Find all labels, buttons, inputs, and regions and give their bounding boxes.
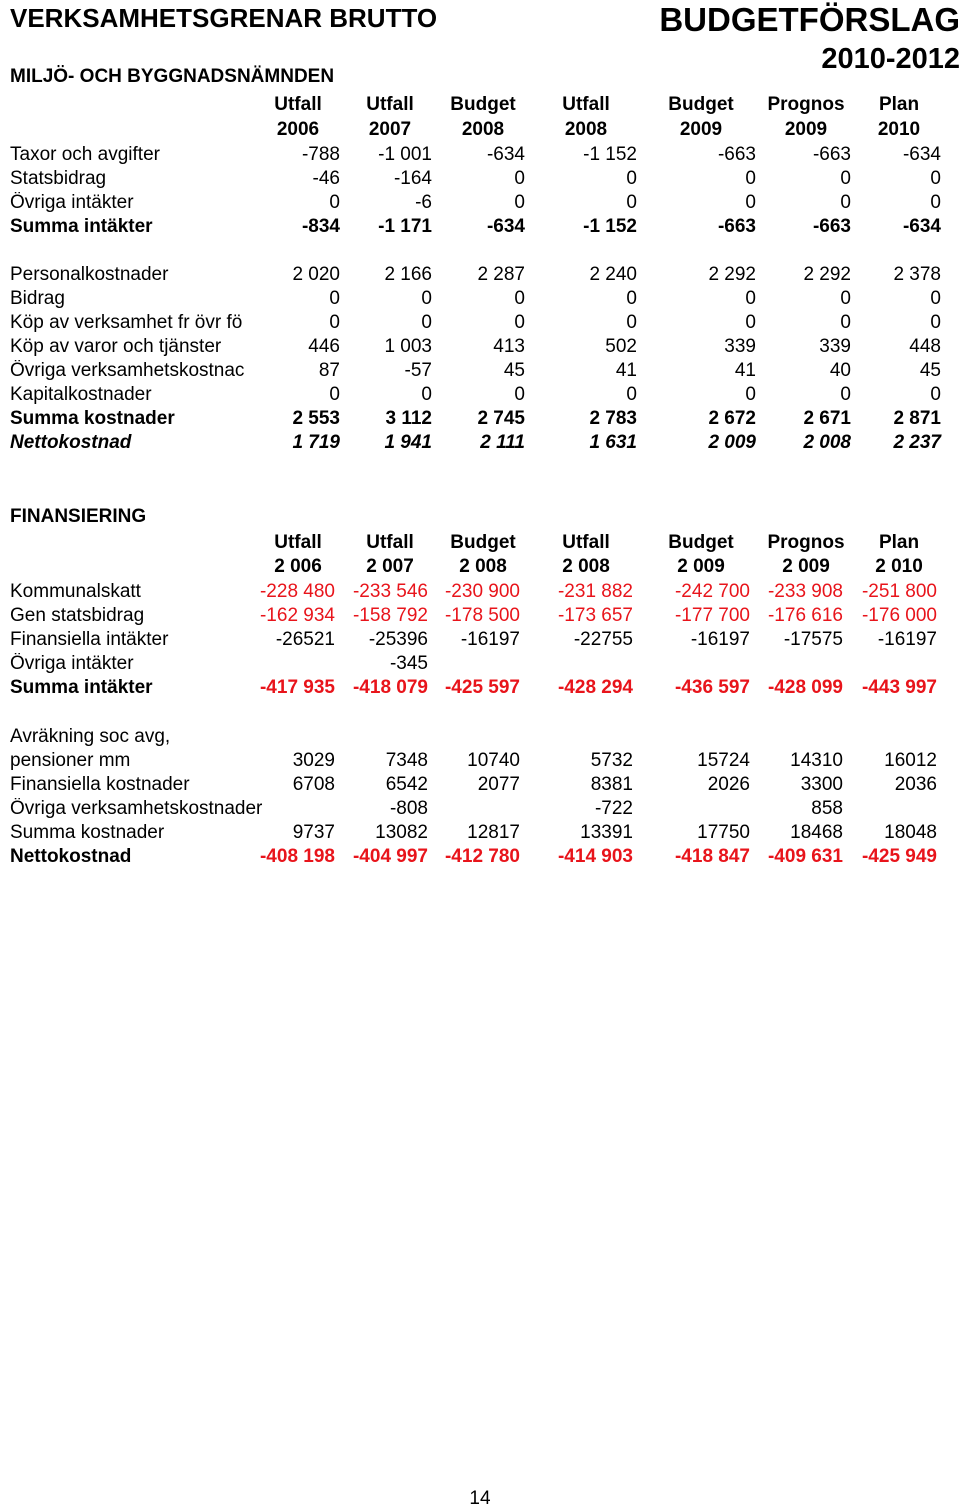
table-cell: -173 657 [557, 605, 633, 626]
table-cell: 0 [930, 192, 941, 213]
table-row [0, 334, 960, 358]
table-row [0, 651, 960, 675]
table-cell: -409 631 [767, 846, 843, 867]
row-label: Övriga verksamhetskostnader [10, 798, 263, 819]
table-cell: -722 [594, 798, 633, 819]
table-cell: 2 166 [384, 264, 432, 285]
column-header-years [0, 117, 960, 141]
table-row [0, 166, 960, 190]
table-cell: 8381 [590, 774, 633, 795]
table-cell: 13082 [375, 822, 428, 843]
row-label: Summa intäkter [10, 677, 153, 698]
table-cell: 413 [493, 336, 525, 357]
column-header-year: 2 008 [562, 556, 610, 577]
table-cell: 446 [308, 336, 340, 357]
row-label: Övriga intäkter [10, 192, 134, 213]
table-cell: 0 [514, 288, 525, 309]
table-row [0, 190, 960, 214]
table-cell: 2 745 [477, 408, 525, 429]
table-cell: -25396 [368, 629, 428, 650]
table-cell: -1 171 [378, 216, 432, 237]
table-cell: -1 152 [583, 216, 637, 237]
table-cell: -1 152 [583, 144, 637, 165]
table-cell: -162 934 [259, 605, 335, 626]
table-cell: 45 [503, 360, 525, 381]
table-cell: 18048 [884, 822, 937, 843]
table-row [0, 796, 960, 820]
table-cell: -178 500 [444, 605, 520, 626]
table-cell: 858 [811, 798, 843, 819]
table-cell: 0 [745, 384, 756, 405]
row-label: Finansiella kostnader [10, 774, 190, 795]
column-header-labels [0, 530, 960, 554]
table-cell: -436 597 [674, 677, 750, 698]
table-cell: 6708 [292, 774, 335, 795]
table-cell: -158 792 [352, 605, 428, 626]
table-cell: -663 [812, 144, 851, 165]
table-cell: 339 [724, 336, 756, 357]
table-cell: -26521 [275, 629, 335, 650]
row-label: Summa kostnader [10, 822, 165, 843]
column-header-label: Budget [668, 532, 734, 553]
table-cell: 339 [819, 336, 851, 357]
table-cell: 0 [329, 312, 340, 333]
table-cell: 1 719 [292, 432, 340, 453]
table-cell: -345 [389, 653, 428, 674]
table-cell: -251 800 [861, 581, 937, 602]
table-cell: 2 009 [708, 432, 756, 453]
table-row [0, 214, 960, 238]
table-cell: -233 546 [352, 581, 428, 602]
table-row [0, 579, 960, 603]
table-cell: 2 287 [477, 264, 525, 285]
table-cell: -233 908 [767, 581, 843, 602]
table-cell: 0 [329, 192, 340, 213]
column-header-label: Budget [668, 94, 734, 115]
table-cell: -663 [717, 144, 756, 165]
table-cell: -17575 [783, 629, 843, 650]
table-cell: -228 480 [259, 581, 335, 602]
row-label: Köp av varor och tjänster [10, 336, 222, 357]
column-header-labels [0, 92, 960, 116]
table-cell: -663 [717, 216, 756, 237]
table-cell: 6542 [385, 774, 428, 795]
row-label: Bidrag [10, 288, 65, 309]
table-cell: 10740 [467, 750, 520, 771]
row-label: Personalkostnader [10, 264, 169, 285]
table-cell: 0 [329, 288, 340, 309]
column-header-label: Prognos [767, 94, 845, 115]
table-row [0, 603, 960, 627]
table-row [0, 748, 960, 772]
table-cell: -417 935 [259, 677, 335, 698]
table-cell: 0 [421, 312, 432, 333]
table-cell: 0 [514, 312, 525, 333]
column-header-year: 2008 [564, 119, 608, 140]
table-cell: 2 111 [480, 432, 525, 453]
column-header-year: 2008 [461, 119, 505, 140]
table-cell: 13391 [580, 822, 633, 843]
table-cell: 0 [329, 384, 340, 405]
table-cell: 3029 [292, 750, 335, 771]
table-cell: 9737 [292, 822, 335, 843]
table-cell: -22755 [573, 629, 633, 650]
table-cell: -164 [393, 168, 432, 189]
table-row [0, 430, 960, 454]
column-header-year: 2 006 [274, 556, 322, 577]
table-cell: 2 020 [292, 264, 340, 285]
column-header-label: Utfall [366, 532, 414, 553]
table-cell: -16197 [460, 629, 520, 650]
table-cell: 17750 [697, 822, 750, 843]
table-cell: -16197 [877, 629, 937, 650]
table-cell: -418 847 [674, 846, 750, 867]
table-cell: -663 [812, 216, 851, 237]
table-cell: -408 198 [259, 846, 335, 867]
row-label: pensioner mm [10, 750, 131, 771]
table-cell: 0 [626, 192, 637, 213]
table-cell: 2077 [477, 774, 520, 795]
table-cell: 0 [421, 288, 432, 309]
table-cell: 2026 [707, 774, 750, 795]
table-cell: -412 780 [444, 846, 520, 867]
row-label: Summa intäkter [10, 216, 153, 237]
row-label: Summa kostnader [10, 408, 175, 429]
table-cell: -425 949 [861, 846, 937, 867]
table-row [0, 406, 960, 430]
table-cell: -425 597 [444, 677, 520, 698]
table-cell: 0 [840, 192, 851, 213]
table-cell: 16012 [884, 750, 937, 771]
table-cell: 0 [840, 384, 851, 405]
table-cell: -834 [301, 216, 340, 237]
table-cell: 0 [745, 192, 756, 213]
table-cell: -57 [404, 360, 432, 381]
table-cell: 502 [605, 336, 637, 357]
table-cell: -176 616 [767, 605, 843, 626]
table-cell: 1 941 [384, 432, 432, 453]
row-label: Taxor och avgifter [10, 144, 160, 165]
table-cell: 41 [734, 360, 756, 381]
budget-period: 2010-2012 [821, 43, 960, 75]
table-cell: 12817 [467, 822, 520, 843]
column-header-year: 2 010 [875, 556, 923, 577]
table-cell: 87 [318, 360, 340, 381]
row-label: Nettokostnad [10, 432, 132, 453]
column-header-years [0, 554, 960, 578]
table-cell: 1 003 [384, 336, 432, 357]
department-name: MILJÖ- OCH BYGGNADSNÄMNDEN [10, 66, 335, 87]
table-cell: -414 903 [557, 846, 633, 867]
table-cell: 0 [930, 312, 941, 333]
table-cell: -16197 [690, 629, 750, 650]
table-row [0, 627, 960, 651]
table-row [0, 358, 960, 382]
table-cell: 0 [626, 168, 637, 189]
column-header-year: 2 009 [782, 556, 830, 577]
column-header-year: 2 009 [677, 556, 725, 577]
table-cell: 0 [930, 288, 941, 309]
table-row [0, 772, 960, 796]
table-cell: 2 292 [708, 264, 756, 285]
row-label: Nettokostnad [10, 846, 132, 867]
column-header-label: Utfall [562, 532, 610, 553]
row-label: Finansiella intäkter [10, 629, 169, 650]
table-cell: -231 882 [557, 581, 633, 602]
row-label: Köp av verksamhet fr övr fö [10, 312, 243, 333]
table-cell: -788 [301, 144, 340, 165]
row-label: Gen statsbidrag [10, 605, 145, 626]
table-row [0, 844, 960, 868]
table-cell: 0 [514, 168, 525, 189]
table-cell: 2 378 [893, 264, 941, 285]
table-cell: -46 [312, 168, 340, 189]
table-cell: -808 [389, 798, 428, 819]
table-cell: -176 000 [861, 605, 937, 626]
row-label: Övriga intäkter [10, 653, 134, 674]
table-cell: 448 [909, 336, 941, 357]
table-cell: -177 700 [674, 605, 750, 626]
column-header-year: 2006 [276, 119, 320, 140]
table-cell: -404 997 [352, 846, 428, 867]
table-cell: 2 553 [292, 408, 340, 429]
page-number: 14 [469, 1488, 491, 1509]
table-cell: -634 [486, 144, 525, 165]
table-cell: -634 [902, 144, 941, 165]
table-cell: 0 [840, 288, 851, 309]
table-cell: 0 [745, 312, 756, 333]
table-cell: 18468 [790, 822, 843, 843]
table-row [0, 820, 960, 844]
column-header-year: 2 007 [366, 556, 414, 577]
table-cell: 40 [829, 360, 851, 381]
table-cell: -428 099 [767, 677, 843, 698]
column-header-label: Plan [878, 94, 920, 115]
table-cell: 0 [626, 312, 637, 333]
table-cell: 0 [514, 384, 525, 405]
table-cell: -6 [415, 192, 432, 213]
table-cell: 0 [626, 384, 637, 405]
table-row [0, 310, 960, 334]
table-cell: 2 671 [803, 408, 851, 429]
table-cell: -443 997 [861, 677, 937, 698]
table-cell: 2 292 [803, 264, 851, 285]
table-cell: 0 [930, 168, 941, 189]
table-row [0, 675, 960, 699]
table-cell: 2 237 [893, 432, 941, 453]
row-label: Kommunalskatt [10, 581, 141, 602]
column-header-label: Utfall [274, 94, 322, 115]
table-cell: 3300 [800, 774, 843, 795]
table-cell: 0 [930, 384, 941, 405]
table-cell: 0 [626, 288, 637, 309]
column-header-label: Plan [878, 532, 920, 553]
table-cell: -1 001 [378, 144, 432, 165]
table-cell: 2 783 [589, 408, 637, 429]
table-row [0, 142, 960, 166]
table-cell: 0 [840, 312, 851, 333]
table-cell: -418 079 [352, 677, 428, 698]
table-cell: 0 [514, 192, 525, 213]
table-row [0, 286, 960, 310]
table-cell: 5732 [590, 750, 633, 771]
table-cell: 0 [745, 168, 756, 189]
row-label: Statsbidrag [10, 168, 107, 189]
table-cell: 1 631 [589, 432, 637, 453]
table-cell: -634 [486, 216, 525, 237]
table-cell: 15724 [697, 750, 750, 771]
column-header-year: 2009 [784, 119, 828, 140]
financing-title: FINANSIERING [10, 506, 147, 527]
table-row [0, 724, 960, 748]
column-header-label: Budget [450, 94, 516, 115]
table-cell: -634 [902, 216, 941, 237]
table-cell: -242 700 [674, 581, 750, 602]
table-cell: 2 008 [803, 432, 851, 453]
column-header-label: Prognos [767, 532, 845, 553]
column-header-year: 2 008 [459, 556, 507, 577]
table-cell: 0 [840, 168, 851, 189]
column-header-label: Budget [450, 532, 516, 553]
table-cell: -428 294 [557, 677, 633, 698]
row-label: Kapitalkostnader [10, 384, 152, 405]
column-header-label: Utfall [366, 94, 414, 115]
column-header-label: Utfall [274, 532, 322, 553]
table-cell: 0 [745, 288, 756, 309]
table-cell: 2 672 [708, 408, 756, 429]
table-cell: -230 900 [444, 581, 520, 602]
column-header-year: 2010 [877, 119, 921, 140]
table-cell: 7348 [385, 750, 428, 771]
table-cell: 0 [421, 384, 432, 405]
table-row [0, 382, 960, 406]
table-cell: 14310 [790, 750, 843, 771]
table-row [0, 262, 960, 286]
table-cell: 41 [615, 360, 637, 381]
row-label: Övriga verksamhetskostnac [10, 360, 245, 381]
column-header-year: 2009 [679, 119, 723, 140]
column-header-label: Utfall [562, 94, 610, 115]
row-label: Avräkning soc avg, [10, 726, 171, 747]
table-cell: 45 [919, 360, 941, 381]
table-cell: 2 240 [589, 264, 637, 285]
table-cell: 2 871 [893, 408, 941, 429]
document-type: BUDGETFÖRSLAG [659, 1, 960, 38]
column-header-year: 2007 [368, 119, 412, 140]
report-title: VERKSAMHETSGRENAR BRUTTO [10, 3, 438, 33]
table-cell: 3 112 [385, 408, 432, 429]
table-cell: 2036 [894, 774, 937, 795]
